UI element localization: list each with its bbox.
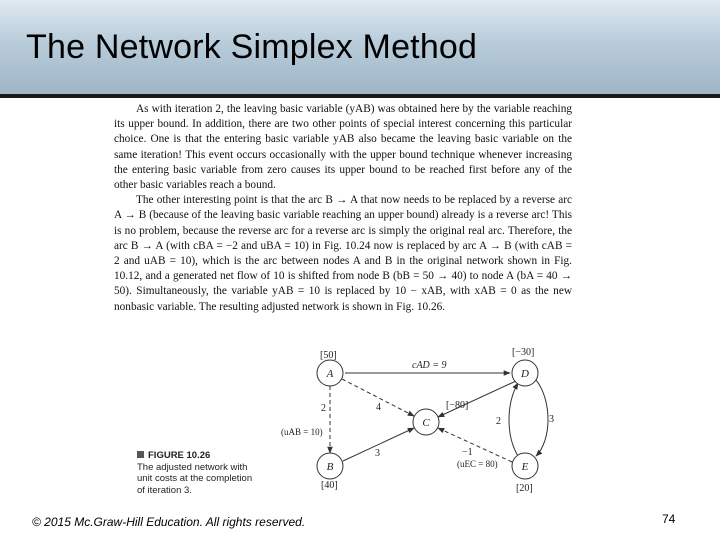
supply-e: [20]	[516, 483, 533, 494]
arc-e-c	[438, 428, 512, 462]
slide-title: The Network Simplex Method	[26, 28, 478, 66]
arc-d-e	[536, 380, 548, 456]
supply-b: [40]	[321, 480, 338, 491]
caption-heading: FIGURE 10.26	[148, 450, 211, 461]
page-number: 74	[662, 512, 676, 526]
cost-a-b: 2	[321, 403, 326, 414]
supply-d: [−30]	[512, 347, 535, 358]
caption-line: The adjusted network with	[137, 461, 248, 473]
caption-marker	[137, 451, 144, 458]
svg-text:E: E	[521, 461, 529, 473]
bound-a-b: (uAB = 10)	[281, 427, 323, 437]
paragraph-2: The other interesting point is that the arc B → A that now needs to be replaced by a reverse arc A → B (because of the leaving basic variable reaching an upper bound) already is a reverse arc! This is no problem, because the reverse arc for a reverse arc is simply the original real arc. Therefore, the arc B → A (with cBA = −2 and uBA = 10) in Fig. 10.24 now is replaced by arc A → B (with cAB = 2 and uAB = 10), which is the arc between nodes A and B in the original network shown in Fig. 10.12, and a generated net flow of 10 is shifted from node B (bB = 50 → 40) to node A (bA = 40 → 50). Simultaneously, the variable yAB = 10 is replaced by 10 − xAB, with xAB = 0 as the new nonbasic variable. The resulting adjusted network is shown in Fig. 10.26.	[114, 194, 572, 313]
svg-text:D: D	[521, 368, 529, 380]
cost-a-d: cAD = 9	[412, 360, 447, 371]
node-a	[317, 360, 343, 386]
cost-d-c: 2	[496, 416, 501, 427]
cost-e-c: −1	[462, 447, 473, 458]
node-c	[413, 409, 439, 435]
cost-a-c: 4	[376, 402, 381, 413]
caption-line: unit costs at the completion	[137, 473, 253, 484]
arc-d-c	[438, 381, 516, 417]
node-d	[512, 360, 538, 386]
svg-text:C: C	[422, 417, 430, 429]
caption-line: of iteration 3.	[137, 484, 192, 496]
supply-a: [50]	[320, 350, 337, 361]
figure-caption	[137, 450, 277, 496]
node-e	[512, 453, 538, 479]
node-b	[317, 453, 343, 479]
supply-c: [−80]	[446, 400, 469, 411]
paragraph-1: As with iteration 2, the leaving basic variable (yAB) was obtained here by the variable reaching its upper bound. In addition, there are two other points of special interest concerning this particular choice. One is that the entering basic variable yAB also became the leaving basic variable on the same iteration! This event occurs occasionally with the upper bound technique whenever increasing the entering basic variable from zero causes its upper bound to be reached first before any of the other basic variables reach a bound.	[114, 103, 572, 192]
cost-d-e: 3	[549, 414, 554, 425]
cost-b-c: 3	[375, 448, 380, 459]
svg-text:A: A	[326, 368, 334, 380]
arc-e-d	[509, 383, 518, 456]
svg-text:B: B	[326, 461, 334, 473]
copyright-footer: © 2015 Mc.Graw-Hill Education. All rights reserved.	[32, 515, 306, 529]
bound-e-c: (uEC = 80)	[457, 459, 498, 469]
